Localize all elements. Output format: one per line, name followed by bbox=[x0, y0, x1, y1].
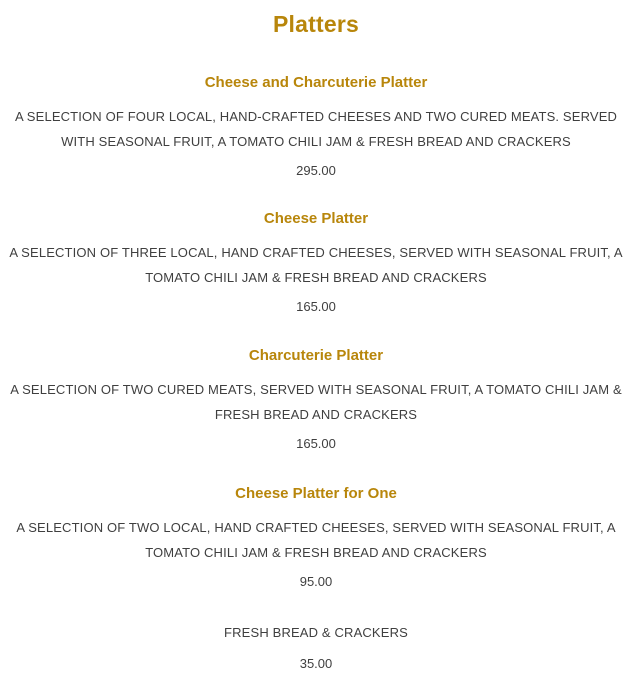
menu-item-description: A SELECTION OF THREE LOCAL, HAND CRAFTED CHEESES, SERVED WITH SEASONAL FRUIT, A TOMATO CHILI JAM & FRESH BREAD AND CRACKERS bbox=[9, 244, 623, 285]
menu-item-name: Charcuterie Platter bbox=[248, 347, 384, 365]
menu-item-description: A SELECTION OF TWO CURED MEATS, SERVED WITH SEASONAL FRUIT, A TOMATO CHILI JAM & FRESH BREAD AND CRACKERS bbox=[10, 382, 622, 423]
menu-item-name: Cheese Platter bbox=[263, 209, 369, 227]
menu-item bbox=[8, 621, 624, 676]
menu-item-price: 295.00 bbox=[296, 163, 336, 179]
menu-item-description: FRESH BREAD & CRACKERS bbox=[224, 624, 408, 640]
menu-item-name: Cheese Platter for One bbox=[235, 484, 397, 502]
menu-item-price: 35.00 bbox=[299, 655, 333, 671]
menu-item-price: 95.00 bbox=[299, 573, 333, 589]
menu-item bbox=[8, 345, 624, 457]
menu-item-description: A SELECTION OF TWO LOCAL, HAND CRAFTED CHEESES, SERVED WITH SEASONAL FRUIT, A TOMATO CHILI JAM & FRESH BREAD AND CRACKERS bbox=[16, 519, 616, 560]
menu-item bbox=[8, 208, 624, 320]
menu-item-price: 165.00 bbox=[296, 298, 336, 314]
menu-item bbox=[8, 483, 624, 595]
page-title: Platters bbox=[273, 11, 359, 37]
menu-item bbox=[8, 72, 624, 184]
menu-item-price: 165.00 bbox=[296, 436, 336, 452]
menu-item-name: Cheese and Charcuterie Platter bbox=[204, 74, 428, 92]
menu-item-description: A SELECTION OF FOUR LOCAL, HAND-CRAFTED CHEESES AND TWO CURED MEATS. SERVED WITH SEASONAL FRUIT, A TOMATO CHILI JAM & FRESH BREAD AND CRACKERS bbox=[14, 109, 618, 150]
platters-section bbox=[8, 72, 624, 676]
menu-page bbox=[0, 8, 632, 676]
